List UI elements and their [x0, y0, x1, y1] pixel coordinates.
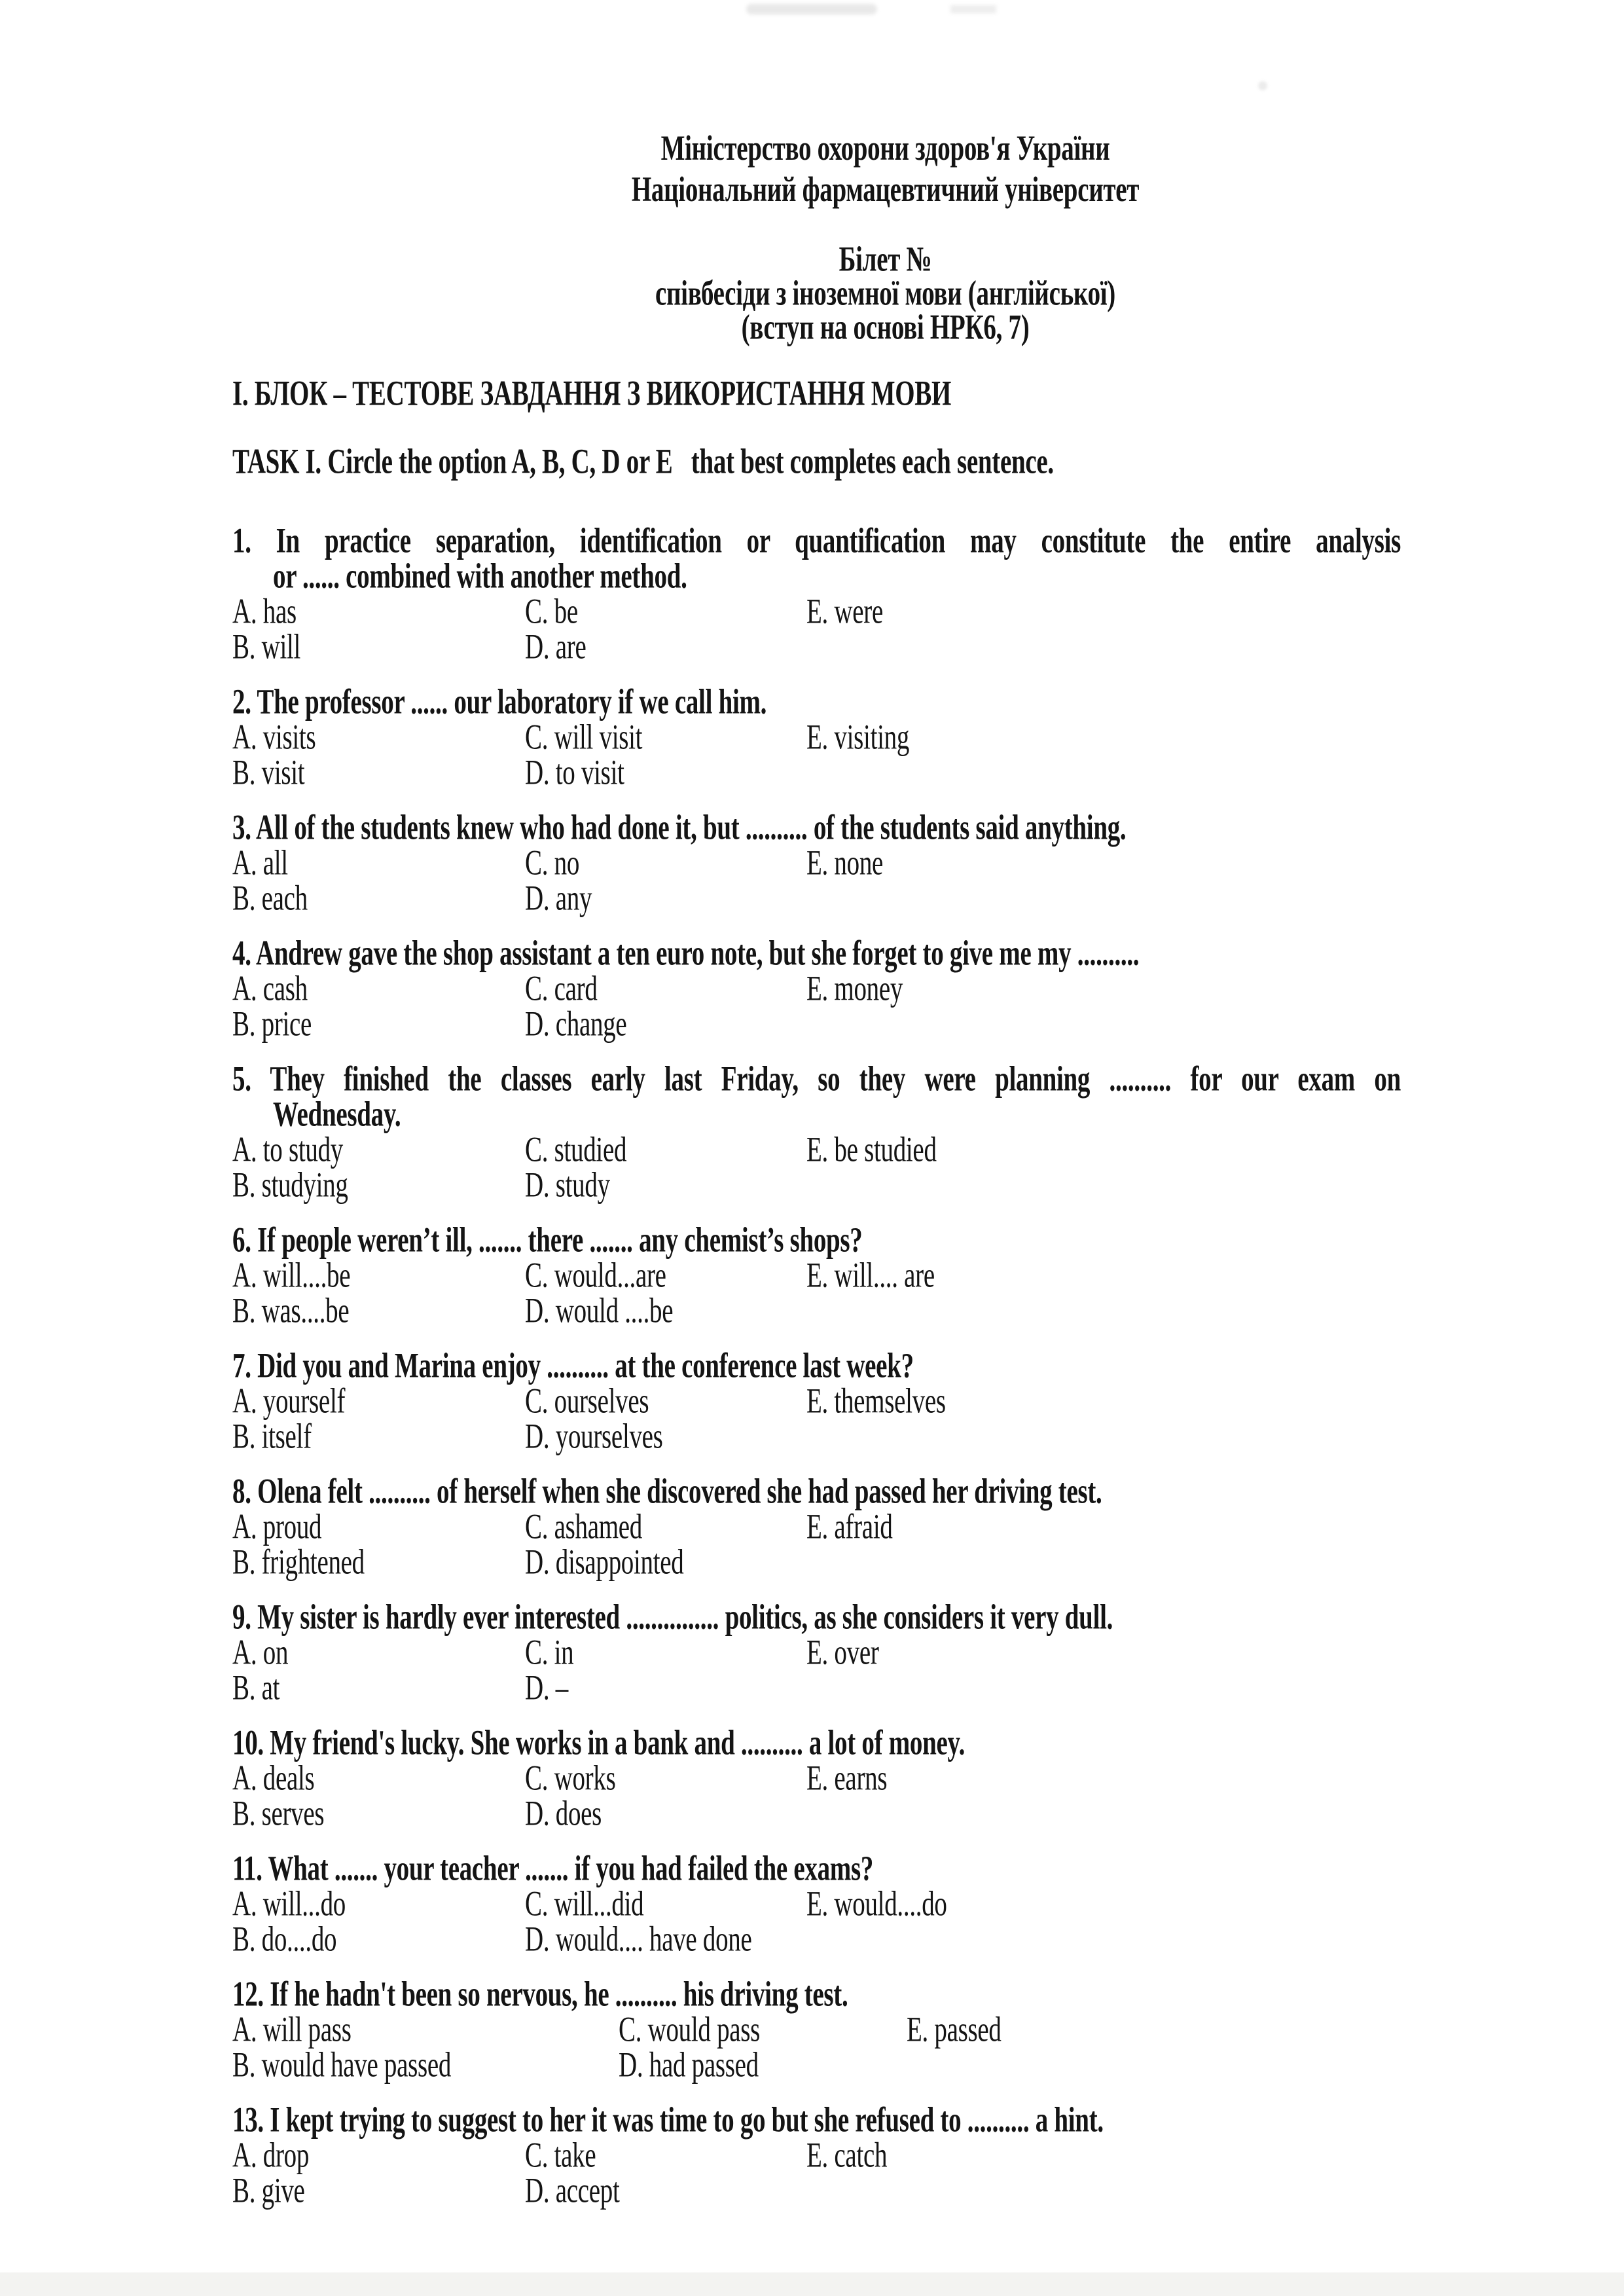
question-text: 12. If he hadn't been so nervous, he .......... his driving test.	[232, 1975, 848, 2014]
options-grid	[232, 1130, 1401, 1205]
options-grid	[232, 2010, 1401, 2085]
question-9	[232, 1597, 1401, 1707]
option-a: A. deals	[232, 1758, 315, 1798]
options-grid	[232, 843, 1401, 918]
option-c: C. in	[525, 1633, 574, 1672]
option-a: A. will....be	[232, 1256, 351, 1295]
option-d: D. accept	[525, 2171, 620, 2210]
option-c: C. will visit	[525, 718, 643, 757]
option-d: D. does	[525, 1794, 602, 1833]
option-a: A. to study	[232, 1130, 343, 1169]
option-d: D. disappointed	[525, 1542, 684, 1582]
block-heading: І. БЛОК – ТЕСТОВЕ ЗАВДАННЯ З ВИКОРИСТАННЯ МОВИ	[232, 374, 951, 413]
option-e: E. catch	[806, 2136, 888, 2175]
options-grid	[232, 969, 1401, 1044]
option-a: A. will...do	[232, 1884, 346, 1923]
option-d: D. change	[525, 1004, 627, 1044]
option-c: C. ourselves	[525, 1381, 649, 1421]
option-e: E. visiting	[806, 718, 910, 757]
ticket-subtitle: співбесіди з іноземної мови (англійської)	[655, 274, 1115, 313]
question-text: 7. Did you and Marina enjoy .......... at the conference last week?	[232, 1346, 914, 1385]
option-a: A. cash	[232, 969, 308, 1008]
option-a: A. has	[232, 592, 297, 631]
option-d: D. yourselves	[525, 1417, 663, 1456]
question-text-continued: or ...... combined with another method.	[273, 556, 687, 596]
option-e: E. will.... are	[806, 1256, 935, 1295]
option-d: D. any	[525, 879, 592, 918]
option-b: B. was....be	[232, 1291, 350, 1330]
option-d: D. are	[525, 627, 586, 666]
university-name: Національний фармацевтичний університет	[631, 170, 1140, 210]
options-grid	[232, 594, 1401, 665]
option-e: E. none	[806, 843, 884, 883]
question-text: 4. Andrew gave the shop assistant a ten euro note, but she forget to give me my ..........	[232, 934, 1140, 973]
option-e: E. over	[806, 1633, 879, 1672]
option-e: E. money	[806, 969, 903, 1008]
question-10	[232, 1723, 1401, 1833]
task-instruction: TASK I. Circle the option A, B, C, D or E that best completes each sentence.	[232, 442, 1054, 481]
question-6	[232, 1220, 1401, 1330]
options-grid	[232, 2138, 1401, 2209]
option-c: C. would pass	[619, 2010, 761, 2049]
option-a: A. will pass	[232, 2010, 352, 2049]
ticket-title: Білет №	[839, 240, 932, 279]
option-b: B. visit	[232, 753, 305, 792]
question-text: 1. In practice separation, identification or quantification may constitute the entire analysis	[232, 521, 1401, 560]
question-text: 2. The professor ...... our laboratory if we call him.	[232, 682, 767, 721]
questions-list	[232, 521, 1401, 2210]
option-c: C. no	[525, 843, 580, 883]
options-grid	[232, 720, 1401, 791]
option-a: A. all	[232, 843, 288, 883]
option-b: B. serves	[232, 1794, 325, 1833]
option-d: D. to visit	[525, 753, 624, 792]
page-content	[232, 0, 1401, 2229]
question-1	[232, 521, 1401, 666]
question-4	[232, 936, 1401, 1042]
option-c: C. take	[525, 2136, 596, 2175]
option-e: E. would....do	[806, 1884, 947, 1923]
question-3	[232, 808, 1401, 918]
question-11	[232, 1851, 1401, 1958]
ticket-header	[301, 240, 1470, 347]
question-7	[232, 1346, 1401, 1456]
options-grid	[232, 1258, 1401, 1329]
option-b: B. frightened	[232, 1542, 365, 1582]
option-a: A. proud	[232, 1507, 322, 1546]
option-b: B. each	[232, 879, 308, 918]
question-12	[232, 1977, 1401, 2083]
option-d: D. –	[525, 1668, 568, 1707]
options-grid	[232, 1635, 1401, 1706]
options-grid	[232, 1758, 1401, 1833]
options-grid	[232, 1381, 1401, 1456]
option-b: B. do....do	[232, 1920, 337, 1959]
question-2	[232, 682, 1401, 792]
question-text: 6. If people weren’t ill, ....... there ....... any chemist’s shops?	[232, 1220, 863, 1260]
scan-edge-strip	[0, 2272, 1624, 2296]
option-e: E. themselves	[806, 1381, 946, 1421]
option-e: E. afraid	[806, 1507, 893, 1546]
option-d: D. would ....be	[525, 1291, 674, 1330]
question-13	[232, 2100, 1401, 2210]
option-e: E. were	[806, 592, 883, 631]
option-c: C. will...did	[525, 1884, 644, 1923]
option-e: E. be studied	[806, 1130, 937, 1169]
question-8	[232, 1474, 1401, 1580]
ministry-name: Міністерство охорони здоров'я України	[660, 128, 1110, 168]
option-e: E. earns	[806, 1758, 888, 1798]
option-b: B. itself	[232, 1417, 312, 1456]
question-text: 13. I kept trying to suggest to her it was time to go but she refused to .......... a hint.	[232, 2100, 1104, 2140]
option-d: D. study	[525, 1165, 610, 1205]
option-c: C. card	[525, 969, 598, 1008]
option-b: B. would have passed	[232, 2045, 452, 2085]
option-d: D. had passed	[619, 2045, 759, 2085]
option-c: C. ashamed	[525, 1507, 642, 1546]
option-a: A. on	[232, 1633, 289, 1672]
option-a: A. drop	[232, 2136, 310, 2175]
question-5	[232, 1059, 1401, 1205]
option-e: E. passed	[907, 2010, 1001, 2049]
option-a: A. visits	[232, 718, 316, 757]
option-c: C. studied	[525, 1130, 627, 1169]
document-header	[301, 128, 1470, 210]
question-text: 10. My friend's lucky. She works in a bank and .......... a lot of money.	[232, 1723, 965, 1762]
question-text: 11. What ....... your teacher ....... if you had failed the exams?	[232, 1849, 874, 1888]
option-b: B. give	[232, 2171, 305, 2210]
options-grid	[232, 1507, 1401, 1582]
question-text: 5. They finished the classes early last Friday, so they were planning .......... for our exam on	[232, 1059, 1401, 1099]
option-a: A. yourself	[232, 1381, 346, 1421]
options-grid	[232, 1884, 1401, 1959]
ticket-basis: (вступ на основі НРК6, 7)	[741, 308, 1030, 347]
option-c: C. would...are	[525, 1256, 666, 1295]
option-b: B. price	[232, 1004, 312, 1044]
option-b: B. studying	[232, 1165, 348, 1205]
question-text-continued: Wednesday.	[273, 1095, 401, 1134]
option-b: B. will	[232, 627, 301, 666]
question-text: 8. Olena felt .......... of herself when she discovered she had passed her driving test.	[232, 1472, 1102, 1511]
option-c: C. works	[525, 1758, 616, 1798]
option-b: B. at	[232, 1668, 280, 1707]
option-d: D. would.... have done	[525, 1920, 752, 1959]
option-c: C. be	[525, 592, 578, 631]
question-text: 3. All of the students knew who had done it, but .......... of the students said anything.	[232, 808, 1127, 847]
question-text: 9. My sister is hardly ever interested ............... politics, as she considers it very dull.	[232, 1597, 1113, 1637]
